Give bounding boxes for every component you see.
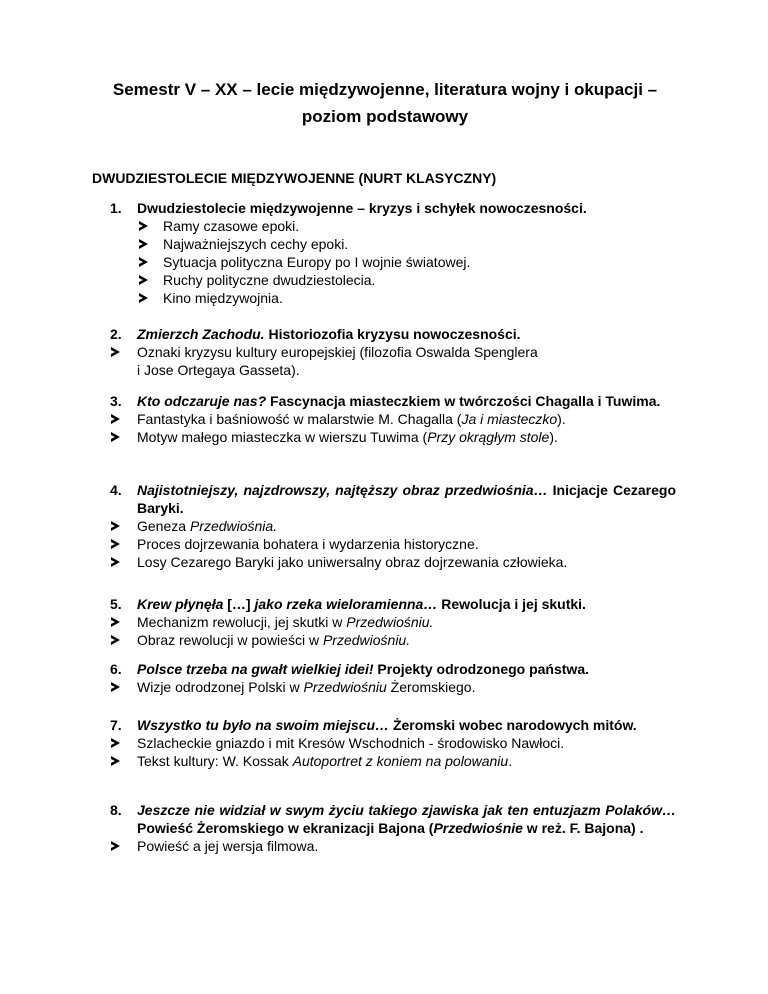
topic-title: Dwudziestolecie międzywojenne – kryzys i schyłek nowoczesności.: [137, 200, 587, 216]
list-item: Kino międzywojnia.: [108, 289, 676, 307]
topic-number: 3.: [110, 393, 122, 409]
list-item: Ramy czasowe epoki.: [108, 217, 676, 235]
topic-number: 1.: [110, 200, 122, 216]
arrow-bullet-icon: [111, 414, 120, 424]
list-item: Oznaki kryzysu kultury europejskiej (filozofia Oswalda Spenglera i Jose Ortegaya Gasseta).: [108, 343, 676, 379]
arrow-bullet-icon: [139, 275, 148, 285]
topic-number: 5.: [110, 596, 122, 612]
list-item: Motyw małego miasteczka w wierszu Tuwima (Przy okrągłym stole).: [108, 428, 676, 446]
topic-heading: 8. Jeszcze nie widział w swym życiu takiego zjawiska jak ten entuzjazm Polaków… Powieść Żeromskiego w ekranizacji Bajona (Przedwiośnie w reż. F. Bajona) .: [110, 802, 676, 836]
arrow-bullet-icon: [111, 635, 120, 645]
arrow-bullet-icon: [111, 738, 120, 748]
arrow-bullet-icon: [111, 347, 120, 357]
list-item: Szlacheckie gniazdo i mit Kresów Wschodnich - środowisko Nawłoci.: [108, 734, 676, 752]
section-heading: DWUDZIESTOLECIE MIĘDZYWOJENNE (NURT KLASYCZNY): [92, 170, 497, 186]
list-item: Losy Cezarego Baryki jako uniwersalny obraz dojrzewania człowieka.: [108, 553, 676, 571]
arrow-bullet-icon: [111, 756, 120, 766]
title-line-1: Semestr V – XX – lecie międzywojenne, literatura wojny i okupacji –: [112, 80, 658, 99]
arrow-bullet-icon: [111, 521, 120, 531]
topic-7: [108, 716, 676, 770]
topic-5: [108, 595, 676, 649]
topic-6: [108, 660, 676, 696]
topic-2: [108, 325, 676, 379]
topic-8: [108, 801, 676, 855]
list-item: Proces dojrzewania bohatera i wydarzenia historyczne.: [108, 535, 676, 553]
list-item: Obraz rewolucji w powieści w Przedwiośniu.: [108, 631, 676, 649]
topic-heading: 6. Polsce trzeba na gwałt wielkiej idei! Projekty odrodzonego państwa.: [110, 661, 589, 677]
topic-number: 8.: [110, 802, 122, 818]
topic-heading: 7. Wszystko tu było na swoim miejscu… Żeromski wobec narodowych mitów.: [110, 717, 637, 733]
list-item: Tekst kultury: W. Kossak Autoportret z koniem na polowaniu.: [108, 752, 676, 770]
list-item: Mechanizm rewolucji, jej skutki w Przedwiośniu.: [108, 613, 676, 631]
topic-number: 6.: [110, 661, 122, 677]
title-line-2: poziom podstawowy: [301, 107, 469, 126]
list-item: Geneza Przedwiośnia.: [108, 517, 676, 535]
topic-heading: [108, 199, 676, 217]
arrow-bullet-icon: [139, 239, 148, 249]
topic-1: [108, 199, 676, 307]
arrow-bullet-icon: [111, 617, 120, 627]
list-item: Powieść a jej wersja filmowa.: [108, 837, 676, 855]
arrow-bullet-icon: [139, 293, 148, 303]
topic-number: 7.: [110, 717, 122, 733]
topic-number: 2.: [110, 326, 122, 342]
list-item: Ruchy polityczne dwudziestolecia.: [108, 271, 676, 289]
topic-heading: 2. Zmierzch Zachodu. Historiozofia kryzysu nowoczesności.: [110, 326, 521, 342]
topic-heading: 4. Najistotniejszy, najzdrowszy, najtęższy obraz przedwiośnia… Inicjacje Cezarego Baryki.: [110, 482, 676, 516]
list-item: Najważniejszych cechy epoki.: [108, 235, 676, 253]
arrow-bullet-icon: [111, 539, 120, 549]
topic-heading: 5. Krew płynęła […] jako rzeka wieloramienna… Rewolucja i jej skutki.: [110, 596, 586, 612]
arrow-bullet-icon: [111, 682, 120, 692]
arrow-bullet-icon: [111, 841, 120, 851]
arrow-bullet-icon: [111, 432, 120, 442]
arrow-bullet-icon: [139, 257, 148, 267]
topic-4: [108, 481, 676, 571]
list-item: Wizje odrodzonej Polski w Przedwiośniu Żeromskiego.: [108, 678, 676, 696]
topic-number: 4.: [110, 482, 122, 498]
page-title: [60, 76, 710, 130]
arrow-bullet-icon: [111, 557, 120, 567]
topic-heading: 3. Kto odczaruje nas? Fascynacja miasteczkiem w twórczości Chagalla i Tuwima.: [110, 393, 661, 409]
topic-3: [108, 392, 676, 446]
list-item: Fantastyka i baśniowość w malarstwie M. Chagalla (Ja i miasteczko).: [108, 410, 676, 428]
arrow-bullet-icon: [139, 221, 148, 231]
list-item: Sytuacja polityczna Europy po I wojnie światowej.: [108, 253, 676, 271]
